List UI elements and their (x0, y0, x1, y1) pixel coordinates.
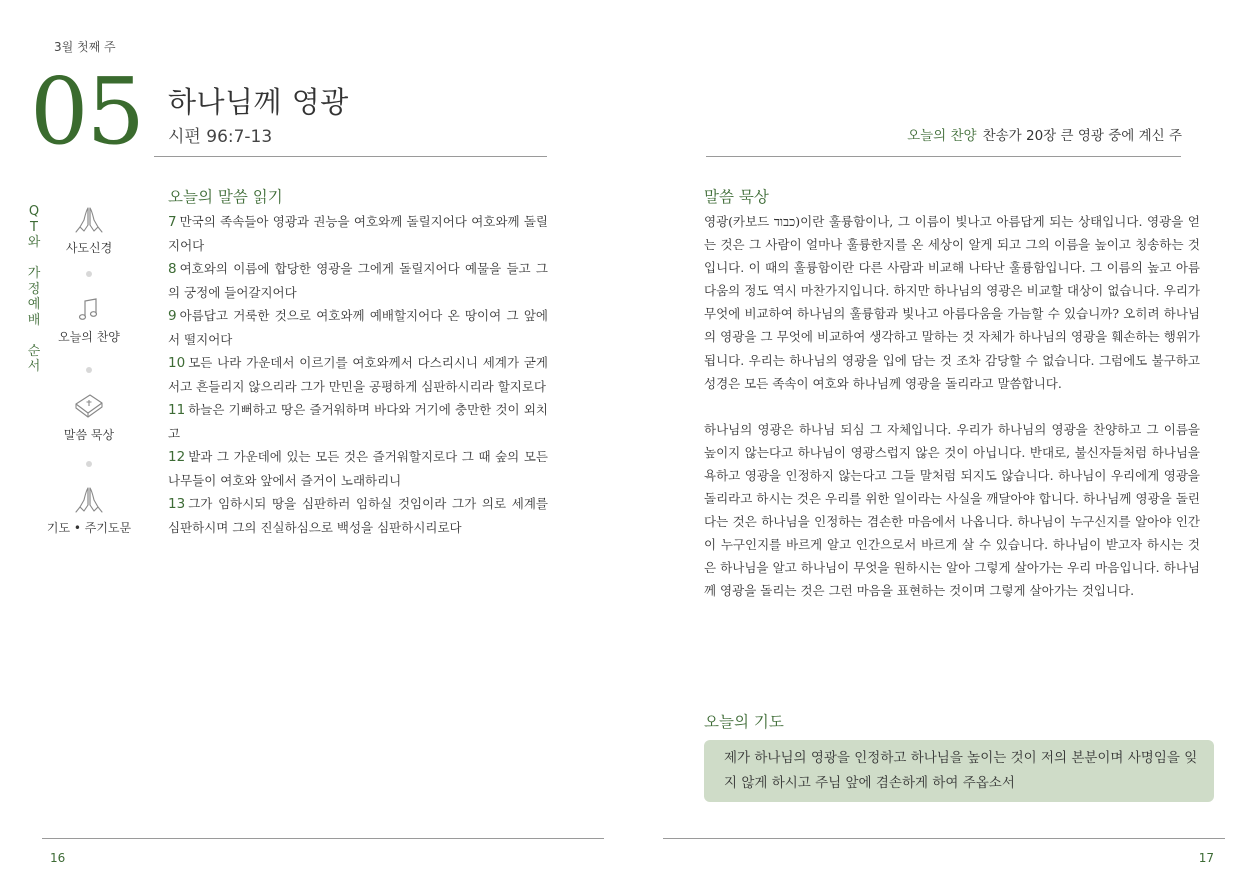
praise-label: 오늘의 찬양 (907, 128, 977, 144)
qt-family-worship-order-label (26, 204, 42, 375)
scripture-reference: 시편 96:7-13 (168, 127, 273, 147)
side-label-char (26, 251, 42, 267)
side-label-char: 예 (27, 297, 41, 312)
footer-divider-right (663, 838, 1225, 839)
side-label-char: 가 (27, 266, 41, 281)
page-number-right: 17 (1198, 851, 1214, 865)
side-label-char: Q (28, 204, 40, 219)
side-label-char: 배 (27, 312, 41, 328)
verse-text: 여호와의 이름에 합당한 영광을 그에게 돌릴지어다 예물을 들고 그의 궁정에 들어갈지어다 (168, 261, 548, 300)
sidebar-item-label: 사도신경 (65, 241, 113, 255)
verse-number: 7 (168, 214, 177, 230)
verse (168, 304, 548, 351)
verse (168, 351, 548, 398)
header-divider-left (154, 156, 547, 157)
verse-text: 밭과 그 가운데에 있는 모든 것은 즐거워할지로다 그 때 숲의 모든 나무들이 여호와 앞에서 즐거이 노래하리니 (168, 449, 548, 488)
side-label-char: 순 (27, 343, 41, 359)
footer-divider-left (42, 838, 604, 839)
verse-list (168, 210, 548, 539)
reading-heading: 오늘의 말씀 읽기 (168, 188, 283, 206)
verse (168, 398, 548, 445)
nav-separator-dot (86, 461, 92, 467)
verse-number: 13 (168, 496, 186, 512)
todays-praise (907, 124, 1182, 144)
verse-text: 아름답고 거룩한 것으로 여호와께 예배할지어다 온 땅이여 그 앞에서 떨지어다 (168, 308, 548, 347)
prayer-box: 제가 하나님의 영광을 인정하고 하나님을 높이는 것이 저의 본분이며 사명임을 잊지 않게 하시고 주님 앞에 겸손하게 하여 주옵소서 (704, 740, 1214, 802)
verse (168, 445, 548, 492)
verse-number: 9 (168, 308, 177, 324)
bible-icon (72, 392, 106, 422)
sidebar-item-label: 오늘의 찬양 (58, 330, 120, 344)
sidebar-item-label: 말씀 묵상 (63, 428, 115, 442)
verse-number: 10 (168, 355, 186, 371)
nav-separator-dot (86, 271, 92, 277)
sidebar-item-prayer (44, 485, 134, 536)
sidebar-item-meditation (44, 392, 134, 443)
verse (168, 257, 548, 304)
meditation-body (704, 210, 1200, 603)
side-label-char: T (30, 219, 38, 235)
sidebar-item-label: 기도 • 주기도문 (46, 521, 132, 535)
header-divider-right (706, 156, 1181, 157)
sidebar-item-todays-praise (44, 296, 134, 345)
meditation-paragraph: 하나님의 영광은 하나님 되심 그 자체입니다. 우리가 하나님의 영광을 찬양하고 그 이름을 높이지 않는다고 하나님이 영광스럽지 않은 것이 아닙니다. 반대로, 불신자들처럼 하나님을 욕하고 영광을 인정하지 않는다고 그들 말처럼 되지도 않습니다. 하나님이 우리에게 영광을 돌리라고 하시는 것은 우리를 위한 일이라는 사실을 깨달아야 합니다. 하나님께 영광을 돌린다는 것은 하나님을 인정하는 겸손한 마음에서 나옵니다. 하나님이 누구신지를 알아야 인간이 누구인지를 바르게 알고 인간으로서 바르게 살 수 있습니다. 하나님이 받고자 하시는 것은 하나님을 알고 하나님이 무엇을 원하시는 알아 그렇게 살아가는 우리 마음입니다. 하나님께 영광을 돌리는 것은 그런 마음을 표현하는 것이며 그렇게 살아가는 것입니다. (704, 421, 1200, 599)
page-title: 하나님께 영광 (168, 85, 349, 119)
sidebar-item-apostles-creed (44, 205, 134, 256)
side-label-char: 정 (27, 281, 41, 297)
praying-hands-icon (72, 205, 106, 235)
praying-hands-icon (72, 485, 106, 515)
page-number-left: 16 (50, 851, 66, 865)
verse (168, 492, 548, 539)
verse-text: 만국의 족속들아 영광과 권능을 여호와께 돌릴지어다 여호와께 돌릴지어다 (168, 214, 548, 253)
meditation-paragraph: 영광(카보드 כבוד)이란 훌륭함이나, 그 이름이 빛나고 아름답게 되는 상태입니다. 영광을 얻는 것은 그 사람이 얼마나 훌륭한지를 온 세상이 알게 되고 그의 이름을 높이고 칭송하는 것입니다. 이 때의 훌륭함이란 다른 사람과 비교해 나타난 훌륭함입니다. 그 이름의 높고 아름다움의 정도 역시 마찬가지입니다. 하지만 하나님의 영광은 비교할 대상이 없습니다. 우리가 무엇에 비교하여 하나님의 훌륭함과 빛나고 아름다움을 가늠할 수 있습니까? 오히려 하나님의 영광을 그 무엇에 비교하여 생각하고 말하는 것 자체가 하나님의 영광을 훼손하는 행위가 됩니다. 우리는 하나님의 영광을 입에 담는 것 조차 감당할 수 없습니다. 그럼에도 불구하고 성경은 모든 족속이 여호와 하나님께 영광을 돌리라고 말씀합니다. (704, 214, 1200, 391)
side-label-char (26, 328, 42, 344)
verse-text: 하늘은 기뻐하고 땅은 즐거워하며 바다와 거기에 충만한 것이 외치고 (168, 402, 548, 441)
day-number: 05 (30, 58, 144, 165)
music-note-icon (72, 296, 106, 324)
week-label: 3월 첫째 주 (54, 40, 116, 54)
side-label-char: 와 (27, 235, 41, 250)
verse-text: 그가 임하시되 땅을 심판하러 임하실 것임이라 그가 의로 세계를 심판하시며 그의 진실하심으로 백성을 심판하시리로다 (168, 496, 548, 535)
verse-number: 8 (168, 261, 177, 277)
verse-text: 모든 나라 가운데서 이르기를 여호와께서 다스리시니 세계가 굳게 서고 흔들리지 않으리라 그가 만민을 공평하게 심판하시리라 할지로다 (168, 355, 548, 394)
meditation-heading: 말씀 묵상 (704, 188, 769, 206)
verse (168, 210, 548, 257)
verse-number: 11 (168, 402, 186, 418)
praise-song: 찬송가 20장 큰 영광 중에 계신 주 (982, 128, 1182, 144)
verse-number: 12 (168, 449, 186, 465)
side-label-char: 서 (27, 359, 41, 374)
nav-separator-dot (86, 367, 92, 373)
prayer-heading: 오늘의 기도 (704, 713, 784, 731)
